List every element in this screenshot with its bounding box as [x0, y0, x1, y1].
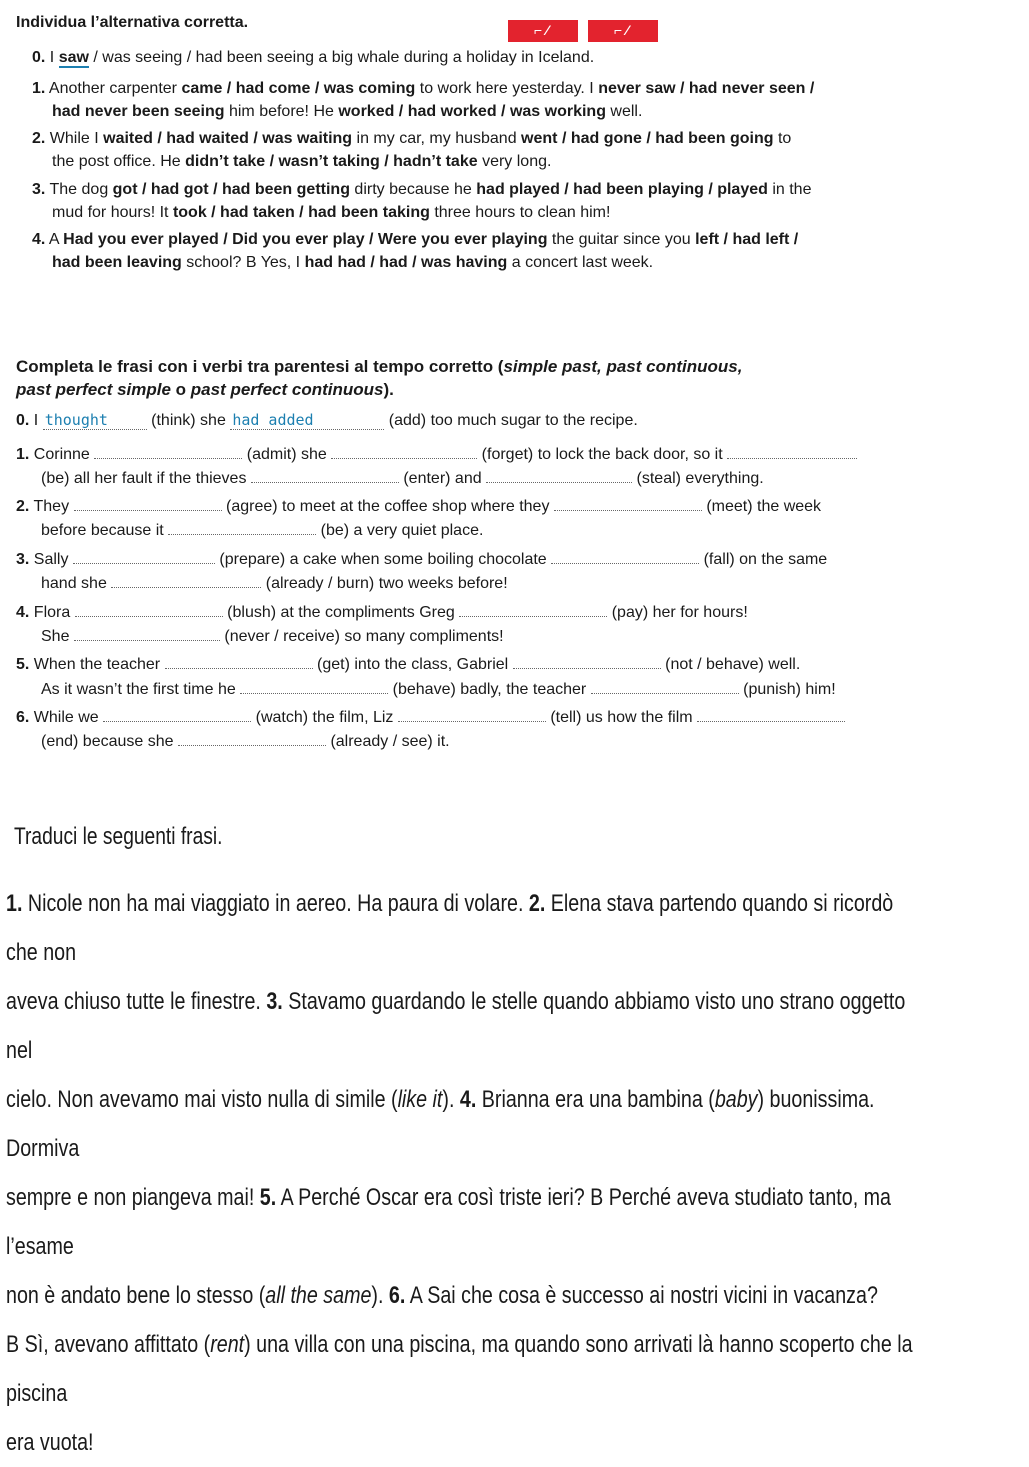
answer-blank[interactable]: [697, 708, 845, 722]
answer-blank[interactable]: [103, 708, 251, 722]
ex2-item-1: 1. Corinne (admit) she (forget) to lock the back door, so it: [16, 445, 857, 464]
ex1-item-4: 4. A Had you ever played / Did you ever play / Were you ever playing the guitar since you left / had left /: [32, 231, 799, 248]
ex2-item-4: 4. Flora (blush) at the compliments Greg (pay) her for hours!: [16, 604, 748, 621]
ex2-title: Completa le frasi con i verbi tra parentesi al tempo corretto (simple past, past continuous, past perfect simple o past perfect continuous).: [16, 357, 743, 399]
answer-blank[interactable]: [459, 603, 607, 617]
answer-blank[interactable]: [398, 708, 546, 722]
ex1-item-2: 2. While I waited / had waited / was waiting in my car, my husband went / had gone / had been going to: [32, 130, 792, 147]
ex1-item-0: 0. I saw / was seeing / had been seeing a big whale during a holiday in Iceland.: [32, 49, 595, 66]
answer-blank[interactable]: [240, 680, 388, 694]
answer-blank[interactable]: [554, 497, 702, 511]
answer-blank[interactable]: [73, 550, 215, 564]
ex1-item-2-line2: the post office. He didn’t take / wasn’t taking / hadn’t take very long.: [52, 153, 552, 170]
ex1-item-4-line2: had been leaving school? B Yes, I had had / had / was having a concert last week.: [52, 254, 654, 271]
ex2-item-5: 5. When the teacher (get) into the class, Gabriel (not / behave) well.: [16, 656, 801, 673]
ex2-item-0: 0. I thought (think) she had added (add) too much sugar to the recipe.: [16, 411, 638, 429]
ex2-item-6: 6. While we (watch) the film, Liz (tell) us how the film: [16, 708, 845, 727]
answer-blank[interactable]: [165, 655, 313, 669]
answer-blank[interactable]: [75, 603, 223, 617]
answer-blank[interactable]: [168, 521, 316, 535]
badge-right-mark: ⌐ ⁄: [614, 22, 629, 38]
answer-blank[interactable]: [727, 445, 857, 459]
answer-blank[interactable]: [251, 469, 399, 483]
answer-blank[interactable]: [331, 445, 477, 459]
answer-blank[interactable]: [178, 732, 326, 746]
ex2-item-2: 2. They (agree) to meet at the coffee shop where they (meet) the week: [16, 498, 822, 515]
answer-blank[interactable]: had added: [230, 411, 384, 430]
ex2-item-3: 3. Sally (prepare) a cake when some boiling chocolate (fall) on the same: [16, 551, 828, 568]
answer-blank[interactable]: [591, 680, 739, 694]
badge-left-mark: ⌐ ⁄: [534, 22, 549, 38]
answer-blank[interactable]: [513, 655, 661, 669]
ex2-item-4-line2: She (never / receive) so many compliments!: [41, 628, 504, 645]
selected-answer: saw: [58, 49, 89, 66]
answer-blank[interactable]: [551, 550, 699, 564]
answer-blank[interactable]: [94, 445, 242, 459]
ex3-title: Traduci le seguenti frasi.: [14, 823, 223, 850]
ex1-item-3-line2: mud for hours! It took / had taken / had been taking three hours to clean him!: [52, 204, 611, 221]
ex1-item-1: 1. Another carpenter came / had come / was coming to work here yesterday. I never saw / had never seen /: [32, 80, 815, 97]
answer-blank[interactable]: [486, 469, 632, 483]
answer-blank[interactable]: thought: [43, 411, 147, 430]
ex3-paragraph: 1. Nicole non ha mai viaggiato in aereo. Ha paura di volare. 2. Elena stava partendo quando si ricordò che non aveva chiuso tutte le finestre. 3. Stavamo guardando le stelle quando abbiamo visto uno strano oggetto nel cielo. Non avevamo mai visto nulla di simile (like it). 4. Brianna era una bambina (baby) buonissima. Dormiva sempre e non piangeva mai! 5. A Perché Oscar era così triste ieri? B Perché aveva studiato tanto, ma l’esame non è andato bene lo stesso (all the same). 6. A Sai che cosa è successo ai nostri vicini in vacanza? B Sì, avevano affittato (rent) una villa con una piscina, ma quando sono arrivati là hanno scoperto che la piscina era vuota!: [6, 890, 913, 1456]
ex2-item-1-line2: (be) all her fault if the thieves (enter) and (steal) everything.: [41, 470, 764, 487]
answer-blank[interactable]: [74, 497, 222, 511]
ex2-item-2-line2: before because it (be) a very quiet place.: [41, 522, 484, 539]
answer-blank[interactable]: [111, 574, 261, 588]
exercise-title: Individua l’alternativa corretta.: [16, 14, 249, 31]
ex2-item-5-line2: As it wasn’t the first time he (behave) badly, the teacher (punish) him!: [41, 681, 836, 698]
ex1-item-3: 3. The dog got / had got / had been getting dirty because he had played / had been playing / played in the: [32, 181, 812, 198]
ex1-item-1-line2: had never been seeing him before! He worked / had worked / was working well.: [52, 103, 643, 120]
ex2-item-6-line2: (end) because she (already / see) it.: [41, 733, 450, 750]
ex2-item-3-line2: hand she (already / burn) two weeks before!: [41, 575, 508, 592]
answer-blank[interactable]: [74, 627, 220, 641]
